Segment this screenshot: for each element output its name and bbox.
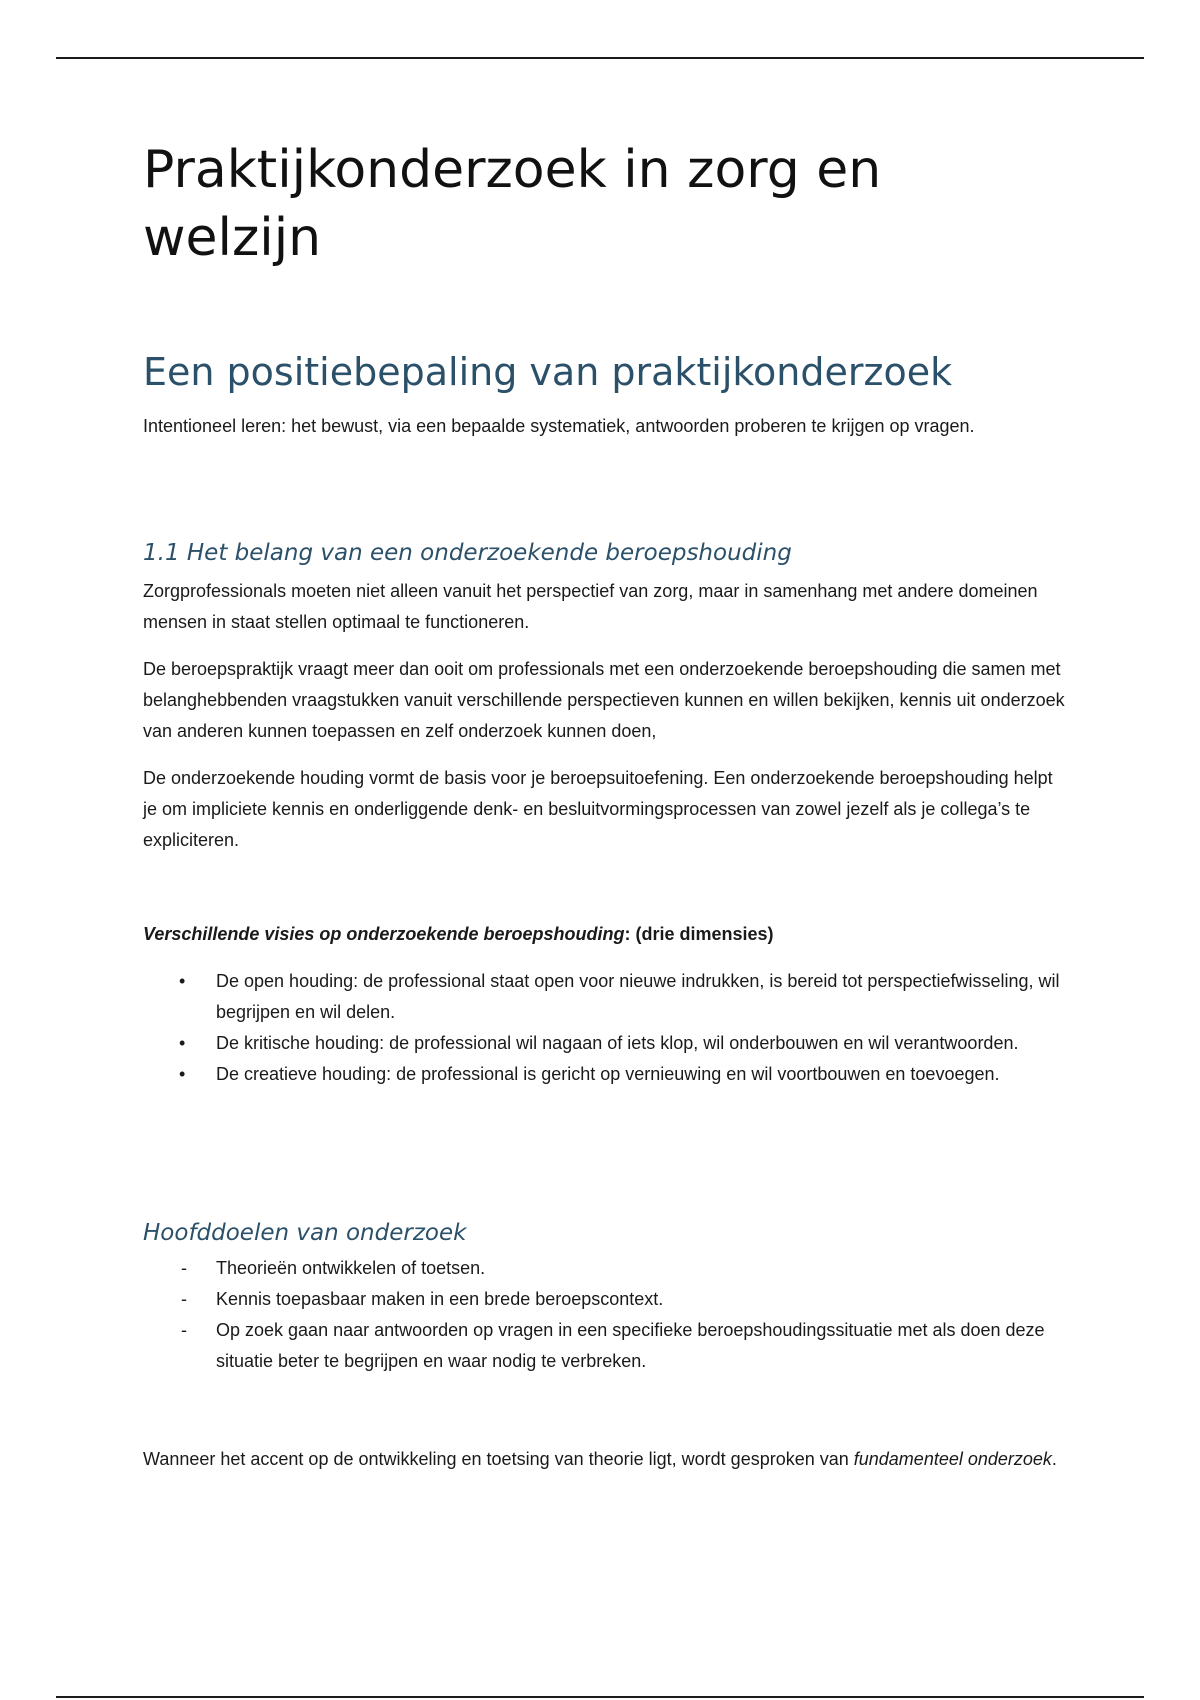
list-item bbox=[143, 1059, 1068, 1090]
header-rule bbox=[56, 57, 1144, 59]
bullet-icon: • bbox=[179, 1033, 186, 1053]
footer-rule bbox=[56, 1696, 1144, 1698]
dash-icon: - bbox=[181, 1289, 187, 1309]
visions-label bbox=[143, 919, 1068, 950]
list-item bbox=[143, 1028, 1068, 1059]
list-item-text: De kritische houding: de professional wil nagaan of iets klop, wil onderbouwen en wil verantwoorden. bbox=[216, 1033, 1019, 1053]
list-item-text: De open houding: de professional staat open voor nieuwe indrukken, is bereid tot perspectiefwisseling, wil begrijpen en wil delen. bbox=[216, 971, 1060, 1022]
paragraph-onderzoekende-houding: De onderzoekende houding vormt de basis voor je beroepsuitoefening. Een onderzoekende beroepshouding helpt je om impliciete kennis en onderliggende denk- en besluitvormingsprocessen van zowel jezelf als je collega’s te expliciteren. bbox=[143, 768, 1053, 850]
list-item-text: Op zoek gaan naar antwoorden op vragen in een specifieke beroepshoudingssituatie met als doen deze situatie beter te begrijpen en waar nodig te verbreken. bbox=[216, 1320, 1045, 1371]
list-item-text: Theorieën ontwikkelen of toetsen. bbox=[216, 1258, 486, 1278]
dash-icon: - bbox=[181, 1258, 187, 1278]
closing-emphasis: fundamenteel onderzoek bbox=[853, 1449, 1052, 1469]
list-item bbox=[143, 966, 1068, 1028]
list-item bbox=[143, 1284, 1068, 1315]
list-item bbox=[143, 1315, 1068, 1377]
intro-paragraph: Intentioneel leren: het bewust, via een bepaalde systematiek, antwoorden proberen te krijgen op vragen. bbox=[143, 416, 975, 436]
goals-list bbox=[143, 1253, 1068, 1377]
closing-end: . bbox=[1051, 1449, 1057, 1469]
list-item bbox=[143, 1253, 1068, 1284]
document-title: Praktijkonderzoek in zorg en welzijn bbox=[143, 140, 882, 268]
visions-label-text: Verschillende visies op onderzoekende beroepshouding bbox=[143, 924, 625, 944]
bullet-icon: • bbox=[179, 971, 186, 991]
section-heading: Een positiebepaling van praktijkonderzoek bbox=[143, 350, 953, 394]
closing-text: Wanneer het accent op de ontwikkeling en toetsing van theorie ligt, wordt gesproken van bbox=[143, 1449, 854, 1469]
bullet-icon: • bbox=[179, 1064, 186, 1084]
list-item-text: De creatieve houding: de professional is gericht op vernieuwing en wil voortbouwen en toevoegen. bbox=[216, 1064, 1000, 1084]
visions-list bbox=[143, 966, 1068, 1090]
closing-paragraph bbox=[143, 1444, 1068, 1475]
subsection-heading-belang: 1.1 Het belang van een onderzoekende beroepshouding bbox=[143, 540, 792, 566]
subsection-heading-hoofddoelen: Hoofddoelen van onderzoek bbox=[143, 1220, 467, 1246]
dash-icon: - bbox=[181, 1320, 187, 1340]
list-item-text: Kennis toepasbaar maken in een brede beroepscontext. bbox=[216, 1289, 664, 1309]
visions-label-suffix: : (drie dimensies) bbox=[624, 924, 774, 944]
paragraph-zorgprofessionals: Zorgprofessionals moeten niet alleen vanuit het perspectief van zorg, maar in samenhang met andere domeinen mensen in staat stellen optimaal te functioneren. bbox=[143, 581, 1038, 632]
paragraph-beroepspraktijk: De beroepspraktijk vraagt meer dan ooit om professionals met een onderzoekende beroepshouding die samen met belanghebbenden vraagstukken vanuit verschillende perspectieven kunnen en willen bekijken, kennis uit onderzoek van anderen kunnen toepassen en zelf onderzoek kunnen doen, bbox=[143, 659, 1065, 741]
